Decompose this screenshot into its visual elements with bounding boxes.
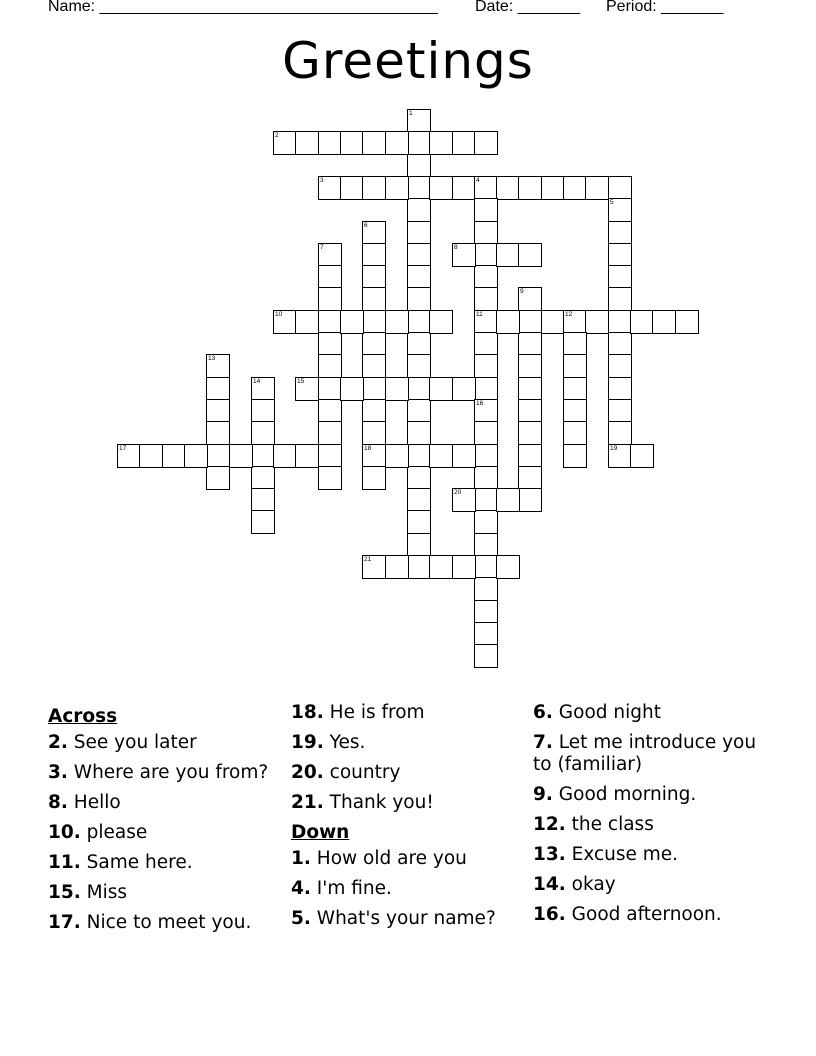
crossword-cell[interactable] (340, 131, 364, 155)
clue-number-label: 21 (364, 556, 372, 563)
crossword-cell[interactable] (407, 176, 431, 200)
crossword-cell[interactable] (362, 265, 386, 289)
crossword-cell[interactable] (318, 310, 342, 334)
crossword-cell[interactable] (206, 466, 230, 490)
clue-number: 16. (533, 904, 566, 925)
clue-text: Miss (80, 882, 128, 903)
clue-item (533, 702, 773, 724)
clue-item (48, 732, 278, 754)
clue-item (291, 762, 511, 784)
crossword-cell[interactable] (474, 265, 498, 289)
crossword-cell[interactable] (474, 131, 498, 155)
crossword-cell[interactable] (362, 444, 386, 468)
crossword-cell[interactable] (340, 310, 364, 334)
clue-text: Good afternoon. (565, 904, 722, 925)
crossword-cell[interactable] (518, 421, 542, 445)
crossword-cell[interactable] (407, 332, 431, 356)
clue-number-label: 8 (454, 244, 458, 251)
crossword-cell[interactable] (385, 377, 409, 401)
clue-number-label: 3 (320, 177, 324, 184)
crossword-cell[interactable] (474, 600, 498, 624)
clue-text: Hello (67, 792, 121, 813)
clue-number-label: 4 (476, 177, 480, 184)
clue-number: 8. (48, 792, 68, 813)
clue-number: 20. (291, 762, 324, 783)
crossword-cell[interactable] (563, 332, 587, 356)
crossword-cell[interactable] (206, 444, 230, 468)
crossword-cell[interactable] (608, 198, 632, 222)
crossword-cell[interactable] (429, 555, 453, 579)
crossword-cell[interactable] (608, 332, 632, 356)
crossword-cell[interactable] (273, 444, 297, 468)
crossword-cell[interactable] (608, 243, 632, 267)
clue-column-3 (533, 702, 773, 934)
crossword-cell[interactable] (407, 310, 431, 334)
crossword-cell[interactable] (585, 176, 609, 200)
crossword-cell[interactable] (295, 131, 319, 155)
clue-text: He is from (323, 702, 425, 723)
clue-number: 21. (291, 792, 324, 813)
clue-number-label: 16 (476, 400, 484, 407)
crossword-cell[interactable] (362, 399, 386, 423)
crossword-cell[interactable] (407, 265, 431, 289)
crossword-cell[interactable] (474, 533, 498, 557)
across-heading: Across (48, 706, 118, 727)
crossword-cell[interactable] (496, 488, 520, 512)
crossword-cell[interactable] (474, 421, 498, 445)
clue-number: 18. (291, 702, 324, 723)
page-title: Greetings (282, 32, 534, 90)
crossword-cell[interactable] (608, 265, 632, 289)
clue-number-label: 20 (454, 489, 462, 496)
crossword-cell[interactable] (295, 444, 319, 468)
crossword-cell[interactable] (251, 399, 275, 423)
date-field[interactable]: Date: _______ (475, 0, 580, 15)
crossword-cell[interactable] (184, 444, 208, 468)
crossword-cell[interactable] (385, 176, 409, 200)
clue-number-label: 6 (364, 222, 368, 229)
clue-item (291, 878, 511, 900)
crossword-cell[interactable] (206, 377, 230, 401)
crossword-cell[interactable] (407, 131, 431, 155)
crossword-cell[interactable] (518, 332, 542, 356)
crossword-cell[interactable] (474, 510, 498, 534)
crossword-cell[interactable] (474, 622, 498, 646)
crossword-cell[interactable] (206, 354, 230, 378)
clue-number: 13. (533, 844, 566, 865)
crossword-cell[interactable] (496, 555, 520, 579)
crossword-cell[interactable] (563, 399, 587, 423)
crossword-cell[interactable] (452, 176, 476, 200)
crossword-cell[interactable] (652, 310, 676, 334)
crossword-cell[interactable] (206, 399, 230, 423)
crossword-cell[interactable] (452, 444, 476, 468)
crossword-cell[interactable] (362, 421, 386, 445)
crossword-cell[interactable] (452, 555, 476, 579)
clue-text: please (80, 822, 148, 843)
crossword-cell[interactable] (474, 644, 498, 668)
crossword-cell[interactable] (318, 354, 342, 378)
crossword-cell[interactable] (273, 131, 297, 155)
crossword-cell[interactable] (362, 466, 386, 490)
clue-number-label: 18 (364, 445, 372, 452)
clue-number: 11. (48, 852, 81, 873)
crossword-cell[interactable] (340, 176, 364, 200)
clue-text: country (323, 762, 401, 783)
crossword-cell[interactable] (318, 421, 342, 445)
clue-number-label: 14 (253, 378, 261, 385)
crossword-cell[interactable] (318, 444, 342, 468)
crossword-cell[interactable] (362, 354, 386, 378)
crossword-cell[interactable] (474, 488, 498, 512)
crossword-cell[interactable] (407, 555, 431, 579)
crossword-cell[interactable] (295, 377, 319, 401)
clue-item (48, 792, 278, 814)
crossword-cell[interactable] (608, 399, 632, 423)
clue-item (48, 762, 278, 784)
crossword-cell[interactable] (362, 287, 386, 311)
crossword-cell[interactable] (407, 421, 431, 445)
crossword-cell[interactable] (162, 444, 186, 468)
clue-item (533, 814, 773, 836)
clue-text: Good morning. (552, 784, 697, 805)
crossword-cell[interactable] (407, 354, 431, 378)
clue-text: Let me introduce you to (familiar) (533, 732, 762, 775)
clue-item (291, 702, 511, 724)
crossword-cell[interactable] (429, 176, 453, 200)
crossword-cell[interactable] (452, 377, 476, 401)
clue-item (48, 882, 278, 904)
crossword-cell[interactable] (496, 176, 520, 200)
crossword-cell[interactable] (385, 555, 409, 579)
clue-item (48, 912, 278, 934)
clue-number: 9. (533, 784, 553, 805)
clue-number-label: 17 (119, 445, 127, 452)
clue-number: 17. (48, 912, 81, 933)
crossword-cell[interactable] (518, 243, 542, 267)
crossword-cell[interactable] (251, 488, 275, 512)
down-heading: Down (291, 822, 350, 843)
clue-number: 6. (533, 702, 553, 723)
crossword-cell[interactable] (608, 221, 632, 245)
crossword-cell[interactable] (318, 243, 342, 267)
clue-number: 2. (48, 732, 68, 753)
crossword-cell[interactable] (362, 221, 386, 245)
clue-number: 12. (533, 814, 566, 835)
crossword-cell[interactable] (563, 421, 587, 445)
crossword-cell[interactable] (608, 310, 632, 334)
crossword-cell[interactable] (251, 510, 275, 534)
clue-item (291, 792, 511, 814)
crossword-cell[interactable] (518, 354, 542, 378)
crossword-cell[interactable] (474, 221, 498, 245)
crossword-cell[interactable] (518, 287, 542, 311)
crossword-cell[interactable] (541, 310, 565, 334)
clue-text: Yes. (323, 732, 366, 753)
crossword-cell[interactable] (318, 466, 342, 490)
crossword-cell[interactable] (496, 243, 520, 267)
crossword-cell[interactable] (518, 466, 542, 490)
crossword-cell[interactable] (251, 377, 275, 401)
crossword-cell[interactable] (407, 533, 431, 557)
crossword-cell[interactable] (385, 310, 409, 334)
clue-number: 1. (291, 848, 311, 869)
crossword-cell[interactable] (318, 399, 342, 423)
crossword-cell[interactable] (518, 176, 542, 200)
crossword-cell[interactable] (474, 198, 498, 222)
crossword-cell[interactable] (407, 221, 431, 245)
clue-number-label: 10 (275, 311, 283, 318)
crossword-cell[interactable] (318, 131, 342, 155)
crossword-cell[interactable] (474, 176, 498, 200)
crossword-cell[interactable] (340, 377, 364, 401)
clue-text: What's your name? (310, 908, 496, 929)
crossword-cell[interactable] (117, 444, 141, 468)
crossword-cell[interactable] (295, 310, 319, 334)
clue-number: 15. (48, 882, 81, 903)
crossword-cell[interactable] (518, 399, 542, 423)
crossword-cell[interactable] (608, 176, 632, 200)
crossword-cell[interactable] (407, 488, 431, 512)
crossword-cell[interactable] (362, 131, 386, 155)
crossword-cell[interactable] (139, 444, 163, 468)
crossword-cell[interactable] (407, 510, 431, 534)
clue-number-label: 9 (520, 288, 524, 295)
crossword-cell[interactable] (318, 377, 342, 401)
crossword-cell[interactable] (407, 198, 431, 222)
crossword-cell[interactable] (362, 332, 386, 356)
clue-number-label: 7 (320, 244, 324, 251)
crossword-cell[interactable] (251, 421, 275, 445)
clue-text: okay (565, 874, 616, 895)
period-field[interactable]: Period: _______ (606, 0, 724, 15)
crossword-cell[interactable] (474, 377, 498, 401)
crossword-cell[interactable] (362, 176, 386, 200)
crossword-cell[interactable] (474, 466, 498, 490)
clue-item (533, 904, 773, 926)
clue-number-label: 2 (275, 132, 279, 139)
clue-number-label: 12 (565, 311, 573, 318)
name-field[interactable]: Name: ______________________________________ (48, 0, 438, 15)
crossword-cell[interactable] (452, 488, 476, 512)
clue-text: Excuse me. (565, 844, 679, 865)
crossword-cell[interactable] (518, 444, 542, 468)
crossword-cell[interactable] (608, 354, 632, 378)
clue-number-label: 13 (208, 355, 216, 362)
crossword-cell[interactable] (518, 310, 542, 334)
clue-text: How old are you (310, 848, 467, 869)
clue-number-label: 5 (610, 199, 614, 206)
crossword-cell[interactable] (608, 444, 632, 468)
crossword-cell[interactable] (608, 377, 632, 401)
crossword-cell[interactable] (229, 444, 253, 468)
crossword-cell[interactable] (429, 310, 453, 334)
crossword-cell[interactable] (318, 265, 342, 289)
clue-item (533, 732, 773, 776)
crossword-cell[interactable] (474, 399, 498, 423)
clue-text: Nice to meet you. (80, 912, 252, 933)
crossword-cell[interactable] (362, 555, 386, 579)
crossword-cell[interactable] (474, 444, 498, 468)
crossword-cell[interactable] (452, 131, 476, 155)
clue-number: 14. (533, 874, 566, 895)
crossword-cell[interactable] (675, 310, 699, 334)
clue-number-label: 19 (610, 445, 618, 452)
crossword-cell[interactable] (318, 332, 342, 356)
crossword-cell[interactable] (251, 444, 275, 468)
clue-text: Where are you from? (67, 762, 269, 783)
crossword-cell[interactable] (563, 310, 587, 334)
crossword-cell[interactable] (429, 444, 453, 468)
clue-text: Good night (552, 702, 661, 723)
crossword-cell[interactable] (362, 243, 386, 267)
crossword-cell[interactable] (474, 310, 498, 334)
clue-number: 3. (48, 762, 68, 783)
clue-number: 5. (291, 908, 311, 929)
crossword-cell[interactable] (563, 354, 587, 378)
clue-column-2 (291, 702, 511, 938)
crossword-cell[interactable] (518, 377, 542, 401)
clue-text: the class (565, 814, 654, 835)
clue-text: Same here. (80, 852, 193, 873)
crossword-cell[interactable] (407, 466, 431, 490)
clue-number-label: 1 (409, 110, 413, 117)
crossword-cell[interactable] (474, 287, 498, 311)
clue-number: 19. (291, 732, 324, 753)
clue-item (533, 874, 773, 896)
clue-number-label: 11 (476, 311, 483, 318)
clue-text: See you later (67, 732, 197, 753)
clue-column-1 (48, 702, 278, 942)
clue-number-label: 15 (297, 378, 305, 385)
crossword-cell[interactable] (407, 399, 431, 423)
crossword-cell[interactable] (585, 310, 609, 334)
crossword-cell[interactable] (407, 377, 431, 401)
clue-item (291, 908, 511, 930)
crossword-cell[interactable] (251, 466, 275, 490)
crossword-cell[interactable] (318, 176, 342, 200)
crossword-cell[interactable] (452, 243, 476, 267)
crossword-cell[interactable] (541, 176, 565, 200)
clue-number: 4. (291, 878, 311, 899)
crossword-cell[interactable] (429, 131, 453, 155)
crossword-cell[interactable] (563, 176, 587, 200)
crossword-cell[interactable] (474, 354, 498, 378)
crossword-cell[interactable] (630, 310, 654, 334)
crossword-cell[interactable] (407, 287, 431, 311)
clue-item (48, 852, 278, 874)
clue-number: 7. (533, 732, 553, 753)
clue-text: I'm fine. (310, 878, 392, 899)
crossword-cell[interactable] (362, 377, 386, 401)
crossword-cell[interactable] (362, 310, 386, 334)
crossword-cell[interactable] (407, 109, 431, 133)
crossword-cell[interactable] (630, 444, 654, 468)
crossword-cell[interactable] (385, 131, 409, 155)
crossword-cell[interactable] (318, 287, 342, 311)
clue-item (533, 844, 773, 866)
crossword-cell[interactable] (474, 332, 498, 356)
crossword-cell[interactable] (474, 577, 498, 601)
crossword-cell[interactable] (474, 555, 498, 579)
crossword-cell[interactable] (407, 243, 431, 267)
clue-item (291, 848, 511, 870)
crossword-cell[interactable] (385, 444, 409, 468)
clue-item (48, 822, 278, 844)
clue-item (533, 784, 773, 806)
clue-number: 10. (48, 822, 81, 843)
crossword-cell[interactable] (429, 377, 453, 401)
crossword-cell[interactable] (496, 310, 520, 334)
crossword-cell[interactable] (407, 444, 431, 468)
crossword-cell[interactable] (206, 421, 230, 445)
crossword-cell[interactable] (407, 154, 431, 178)
clue-text: Thank you! (323, 792, 434, 813)
crossword-cell[interactable] (273, 310, 297, 334)
crossword-cell[interactable] (518, 488, 542, 512)
clue-item (291, 732, 511, 754)
crossword-cell[interactable] (608, 421, 632, 445)
crossword-cell[interactable] (563, 444, 587, 468)
crossword-cell[interactable] (563, 377, 587, 401)
crossword-cell[interactable] (608, 287, 632, 311)
crossword-cell[interactable] (474, 243, 498, 267)
